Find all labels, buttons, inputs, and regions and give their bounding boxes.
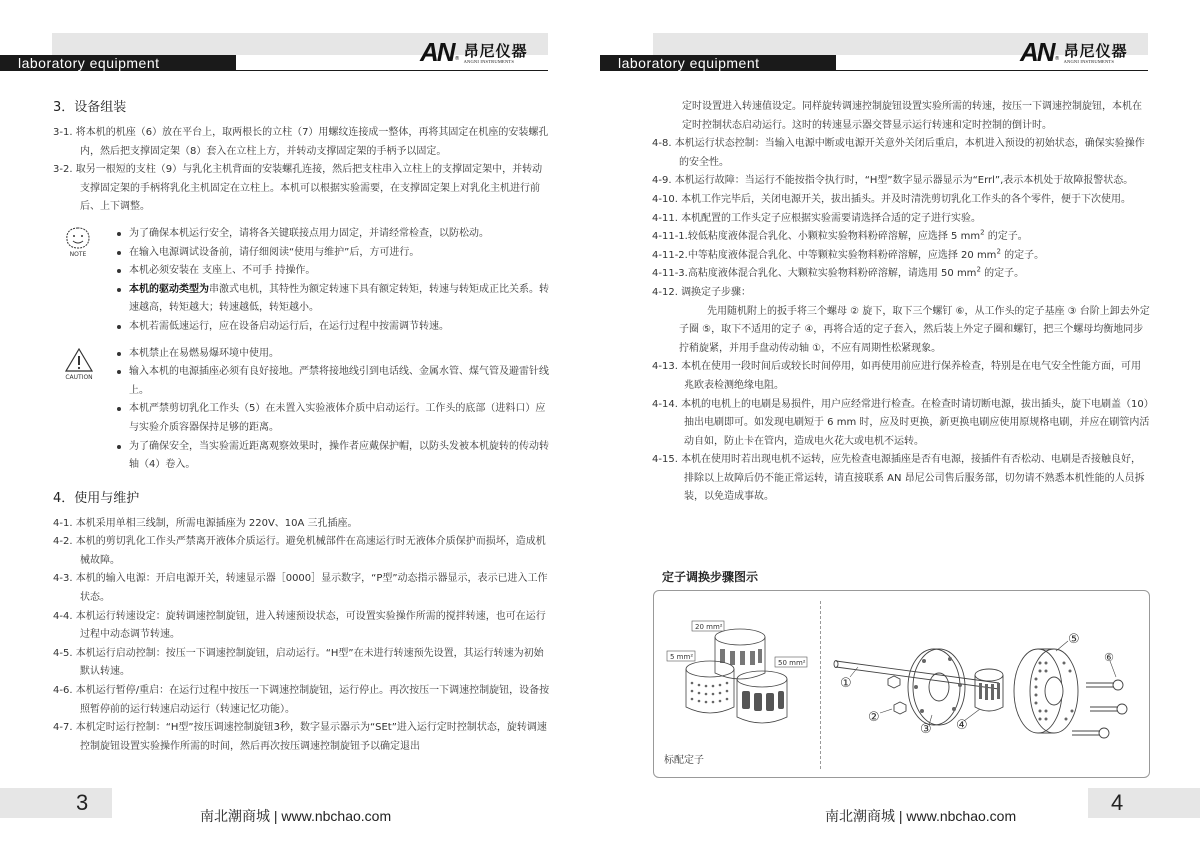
section-4-title: 4．使用与维护 bbox=[53, 490, 140, 506]
note-icon bbox=[61, 225, 95, 265]
header-label: laboratory equipment bbox=[0, 55, 236, 71]
note-bullet: 本机若需低速运行，应在设备启动运行后，在运行过程中按需调节转速。 bbox=[117, 318, 550, 337]
label-5mm: 5 mm² bbox=[670, 653, 694, 661]
item-4-11: 4-11. 本机配置的工作头定子应根据实验需要请选择合适的定子进行实验。 bbox=[652, 212, 982, 224]
logo-mark: AN bbox=[420, 37, 454, 67]
item-4-15: 4-15. 本机在使用时若出现电机不运转，应先检查电源插座是否有电源，接插件有否松动、电刷是否接触良好，排除以上故障后仍不能正常运转，请直接联系 AN 昂尼公司售后服务部，切勿请不熟悉本机性能的人员拆装，以免造成事故。 bbox=[652, 454, 1145, 503]
brand-logo bbox=[420, 37, 528, 67]
note-block bbox=[53, 225, 550, 337]
item-4-5: 4-5. 本机运行启动控制：按压一下调速控制旋钮，启动运行。“H型”在未进行转速预先设置，其运行转速为初始默认转速。 bbox=[53, 647, 544, 678]
caution-bullet: 为了确保安全，当实验需近距离观察效果时，操作者应戴保护帽，以防头发被本机旋转的传动转轴（4）卷入。 bbox=[117, 438, 550, 475]
caution-bullet: 本机禁止在易燃易爆环境中使用。 bbox=[117, 345, 550, 364]
label-20mm: 20 mm² bbox=[695, 623, 723, 631]
caution-icon bbox=[61, 345, 97, 389]
footer-text: 南北潮商城 | www.nbchao.com bbox=[825, 808, 1017, 824]
item-4-12-body: 先用随机附上的扳手将三个螺母 ② 旋下，取下三个螺钉 ⑥，从工作头的定子基座 ③ 台阶上卸去外定子圈 ⑤，取下不适用的定子 ④，再将合适的定子套入，然后装上外定子圈和螺钉，把三个螺母均衡地同步拧稍旋紧，并用手盘动传动轴 ①，不应有周期性松紧现象。 bbox=[679, 305, 1150, 354]
item-4-1: 4-1. 本机采用单相三线制，所需电源插座为 220V、10A 三孔插座。 bbox=[53, 517, 358, 529]
note-bullet: 本机必须安装在 支座上、不可手 持操作。 bbox=[117, 262, 550, 281]
item-4-2: 4-2. 本机的剪切乳化工作头严禁离开液体介质运行。避免机械部件在高速运行时无液体介质保护而损坏，造成机械故障。 bbox=[53, 536, 546, 566]
note-bullet: 本机的驱动类型为串激式电机，其特性为额定转速下具有额定转矩，转速与转矩成正比关系。转速越高，转矩越大；转速越低，转矩越小。 bbox=[117, 281, 550, 318]
caution-bullet: 输入本机的电源插座必须有良好接地。严禁将接地线引到电话线、金属水管、煤气管及避雷针线上。 bbox=[117, 363, 550, 400]
logo-mark: AN bbox=[1020, 37, 1054, 67]
item-4-12: 4-12. 调换定子步骤： bbox=[652, 286, 752, 298]
page-number-band bbox=[1088, 788, 1200, 818]
section-3-title: 3．设备组装 bbox=[53, 100, 127, 115]
callout-4: ④ bbox=[956, 718, 968, 733]
item-4-3: 4-3. 本机的输入电源：开启电源开关，转速显示器［0000］显示数字，“P型”动态指示器显示，表示已进入工作状态。 bbox=[53, 573, 548, 604]
logo-cn: 昂尼仪器 bbox=[463, 42, 528, 60]
header-label: laboratory equipment bbox=[600, 55, 836, 71]
right-content bbox=[652, 98, 1150, 507]
item-4-9: 4-9. 本机运行故障：当运行不能按指令执行时，“H型”数字显示器显示为“Errl”,表示本机处于故障报警状态。 bbox=[652, 175, 1134, 187]
item-3-2: 3-2. 取另一根短的支柱（9）与乳化主机背面的安装螺孔连接，然后把支柱串入立柱上的支撑固定架中，并转动支撑固定架的手柄将乳化主机固定在立柱上。本机可以根据实验需要，在支撑固定架上对乳化主机进行前 后、上下调整。 bbox=[53, 164, 543, 213]
header-rule bbox=[236, 70, 548, 71]
logo-registered: ® bbox=[454, 56, 460, 62]
page-number: 3 bbox=[76, 790, 89, 815]
item-4-6: 4-6. 本机运行暂停/重启：在运行过程中按压一下调速控制旋钮，运行停止。再次按压一下调速控制旋钮，设备按照暂停前的运行转速启动运行（转速记忆功能）。 bbox=[53, 685, 550, 715]
label-50mm: 50 mm² bbox=[778, 659, 806, 667]
callout-2: ② bbox=[868, 710, 880, 725]
note-bullet: 为了确保本机运行安全，请将各关键联接点用力固定，并请经常检查，以防松动。 bbox=[117, 225, 550, 244]
page-number-band bbox=[0, 788, 112, 818]
item-4-7: 4-7. 本机定时运行控制：“H型”按压调速控制旋钮3秒，数字显示器示为“SEt”进入运行定时控制状态，旋转调速控制旋钮设置实验操作所需的时间，然后再次按压调速控制旋钮予以确定退出 bbox=[53, 722, 547, 752]
callout-5: ⑤ bbox=[1068, 632, 1080, 647]
item-3-1: 3-1. 将本机的机座（6）放在平台上，取两根长的立柱（7）用螺纹连接成一整体，再将其固定在机座的安装螺孔内，然后把支撑固定架（8）套入在立柱上方，并转动支撑固定架的手柄予以固定。 bbox=[53, 127, 549, 157]
svg-text:CAUTION: CAUTION bbox=[65, 373, 93, 381]
note-bullet: 在输入电源调试设备前，请仔细阅读“使用与维护”后，方可进行。 bbox=[117, 244, 550, 263]
footer-text: 南北潮商城 | www.nbchao.com bbox=[200, 808, 392, 824]
item-4-10: 4-10. 本机工作完毕后，关闭电源开关，拔出插头。并及时清洗剪切乳化工作头的各个零件，便于下次使用。 bbox=[652, 193, 1132, 205]
svg-text:NOTE: NOTE bbox=[69, 250, 87, 257]
left-content bbox=[53, 98, 550, 756]
item-4-14: 4-14. 本机的电机上的电刷是易损件，用户应经常进行检查。在检查时请切断电源，拔出插头，旋下电刷盖（10）抽出电刷即可。如发现电刷短于 6 mm 时，应及时更换，新更换电刷应使用原规格电刷，并应在刷管内活动自如，防止卡在管内，造成电火花大或电机不运转。 bbox=[652, 398, 1150, 447]
logo-cn: 昂尼仪器 bbox=[1063, 42, 1128, 60]
item-4-4: 4-4. 本机运行转速设定：旋转调速控制旋钮，进入转速预设状态，可设置实验操作所需的搅拌转速，也可在运行过程中动态调节转速。 bbox=[53, 610, 546, 641]
brand-logo bbox=[1020, 37, 1128, 67]
logo-en: ANGNI INSTRUMENTS bbox=[463, 59, 515, 64]
stator-diagram bbox=[654, 591, 1149, 777]
logo-registered: ® bbox=[1054, 56, 1060, 62]
figure-title: 定子调换步骤图示 bbox=[662, 570, 759, 584]
item-4-11-2: 4-11-2.中等粘度液体混合乳化、中等颗粒实验物料粉碎溶解，应选择 20 $mm^2$ 的定子。 bbox=[652, 247, 1045, 261]
item-4-11-3: 4-11-3.高粘度液体混合乳化、大颗粒实验物料粉碎溶解，请选用 50 $mm^2$ 的定子。 bbox=[652, 266, 1025, 280]
item-4-8: 4-8. 本机运行状态控制：当输入电源中断或电源开关意外关闭后重启，本机进入预设的初始状态，确保实验操作的安全性。 bbox=[652, 138, 1145, 168]
callout-1: ① bbox=[840, 676, 852, 691]
callout-6: ⑥ bbox=[1104, 651, 1114, 664]
item-4-13: 4-13. 本机在使用一段时间后或较长时间停用，如再使用前应进行保养检查，特别是在电气安全性能方面，可用兆欧表检测绝缘电阻。 bbox=[652, 361, 1142, 391]
header-rule bbox=[836, 70, 1148, 71]
figure-caption: 标配定子 bbox=[664, 755, 704, 766]
item-4-7-continued: 定时设置进入转速值设定。同样旋转调速控制旋钮设置实验所需的转速，按压一下调速控制旋钮，本机在定时控制状态启动运行。这时的转速显示器交替显示运行转速和定时控制的倒计时。 bbox=[682, 101, 1142, 131]
callout-3: ③ bbox=[920, 722, 932, 737]
stator-figure bbox=[653, 590, 1150, 778]
stator-set-illustration bbox=[686, 629, 787, 723]
caution-bullet: 本机严禁剪切乳化工作头（5）在未置入实验液体介质中启动运行。工作头的底部（进料口）应与实验介质容器保持足够的距离。 bbox=[117, 400, 550, 437]
caution-block bbox=[53, 345, 550, 475]
page-number: 4 bbox=[1111, 790, 1124, 815]
item-4-11-1: 4-11-1.较低粘度液体混合乳化、小颗粒实验物料粉碎溶解，应选择 5 $mm^2$ 的定子。 bbox=[652, 228, 1028, 243]
logo-en: ANGNI INSTRUMENTS bbox=[1063, 59, 1115, 64]
